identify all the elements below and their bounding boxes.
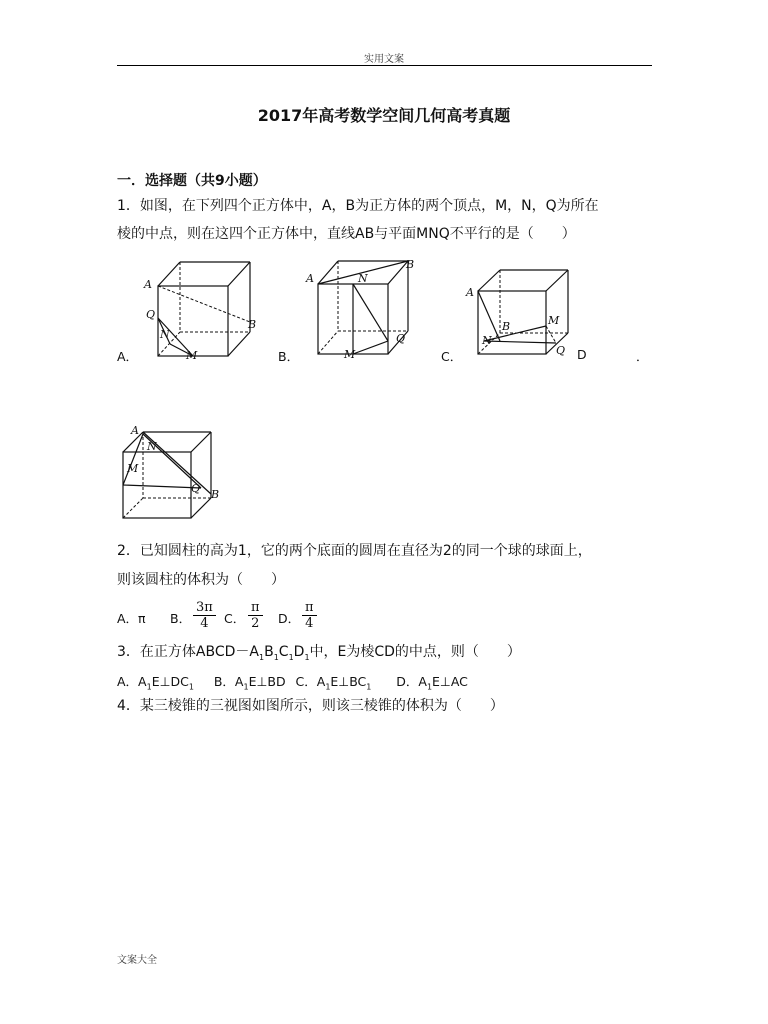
header-rule: [117, 65, 652, 66]
page-title: 2017年高考数学空间几何高考真题: [257, 106, 511, 125]
q3-option-c: C．$A_1E\perp BC_1$: [295, 674, 372, 692]
q1b-label-a: A: [306, 272, 314, 285]
q2-line2: 则该圆柱的体积为（ ）: [117, 572, 285, 588]
q2-option-d: D．: [278, 611, 301, 626]
q1d-label-b: B: [211, 488, 220, 501]
q4-line1: 4．某三棱锥的三视图如图所示，则该三棱锥的体积为（ ）: [117, 698, 504, 714]
q1a-label-a: A: [144, 278, 152, 291]
q2-option-b-fraction: [193, 600, 216, 631]
q2-option-d-fraction: [302, 600, 317, 631]
q1c-label-q: Q: [556, 344, 566, 357]
q1-line1: 1．如图，在下列四个正方体中，A，B为正方体的两个顶点，M，N，Q为所在: [117, 198, 599, 214]
q1c-label-b: B: [502, 320, 511, 333]
q1d-label-m: M: [127, 462, 139, 475]
q1b-label-n: N: [358, 272, 368, 285]
q3-options: [117, 672, 468, 692]
q2d-numerator: π: [302, 600, 317, 616]
q2c-denominator: 2: [251, 616, 260, 631]
q1d-label-n: N: [147, 440, 157, 453]
q2-option-b: B．: [170, 611, 192, 626]
q2-option-c-fraction: [248, 600, 263, 631]
q3-line-post: 中，E为棱CD的中点，则（ ）: [309, 644, 521, 660]
q1-option-b: B．: [278, 349, 300, 364]
q1a-label-n: N: [160, 328, 170, 341]
q3-line1: 3．在正方体$ABCD-A_1B_1C_1D_1$中，E为棱CD的中点，则（ ）: [117, 644, 521, 662]
q1b-label-b: B: [406, 258, 415, 271]
q3-option-a: A．$A_1E\perp DC_1$: [117, 674, 194, 692]
q2b-denominator: 4: [200, 616, 209, 631]
q2b-numerator: 3π: [193, 600, 216, 616]
q1c-label-m: M: [548, 314, 560, 327]
q1c-label-a: A: [466, 286, 474, 299]
q3-option-b: B．$A_1E\perp BD$: [213, 674, 286, 692]
q1-figure-d: [115, 422, 230, 522]
page-header: 实用文案: [364, 54, 404, 65]
q3-line-pre: 3．在正方体ABCD－A: [117, 644, 259, 660]
q1a-label-m: M: [186, 349, 198, 362]
q2-option-c: C．: [224, 611, 246, 626]
page-footer: 文案大全: [117, 955, 157, 966]
q3-option-d: D．$A_1E\perp AC$: [396, 674, 468, 692]
q1-option-d: D: [577, 347, 587, 362]
q1-figure-c: [460, 266, 585, 362]
q1c-label-n: N: [482, 334, 492, 347]
q2d-denominator: 4: [305, 616, 314, 631]
q2-line1: 2．已知圆柱的高为1，它的两个底面的圆周在直径为2的同一个球的球面上，: [117, 543, 592, 559]
q1a-label-q: Q: [146, 308, 156, 321]
q1-option-a: A．: [117, 349, 139, 364]
q1-option-c: C．: [441, 349, 463, 364]
q1-figure-a: [140, 256, 270, 362]
q1b-label-m: M: [344, 348, 356, 361]
q1-figure-b: [300, 256, 430, 362]
q1-option-d-dot: ．: [636, 349, 649, 364]
q1d-label-q: Q: [191, 482, 201, 495]
q2c-numerator: π: [248, 600, 263, 616]
section-heading: 一．选择题（共9小题）: [117, 173, 267, 189]
q1d-label-a: A: [131, 424, 139, 437]
q1-line2: 棱的中点，则在这四个正方体中，直线AB与平面MNQ不平行的是（ ）: [117, 226, 576, 242]
q1b-label-q: Q: [396, 332, 406, 345]
q1a-label-b: B: [248, 318, 257, 331]
q2-option-a: A．π: [117, 611, 146, 626]
